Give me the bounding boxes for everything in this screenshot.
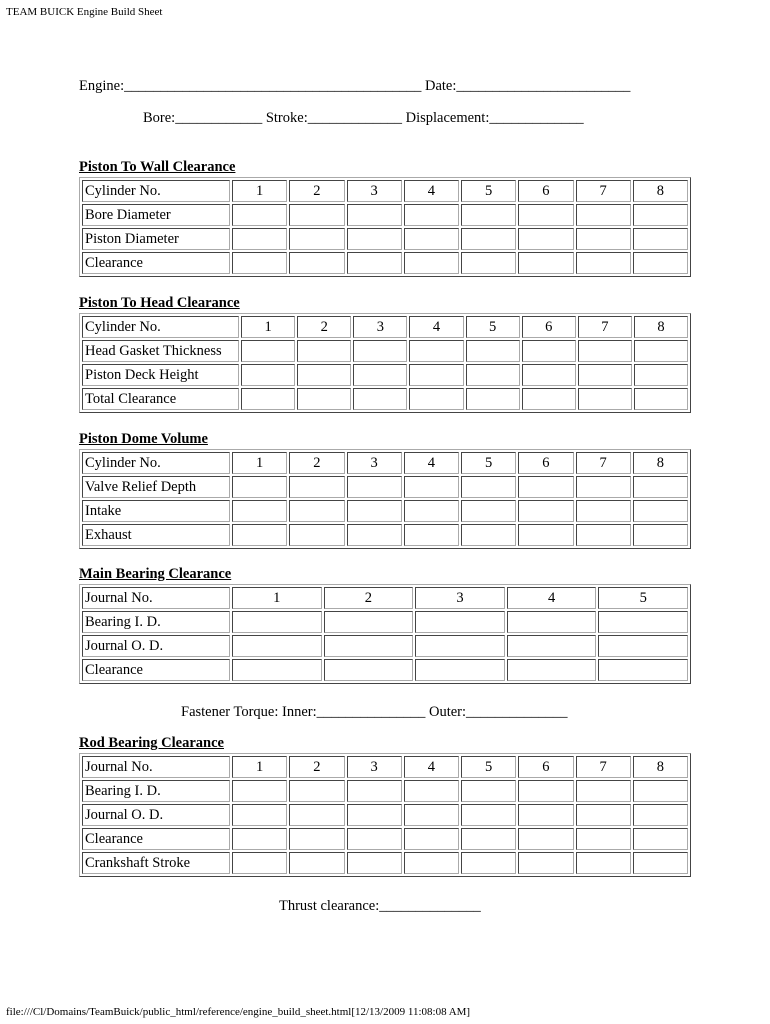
entry-cell[interactable]: [518, 524, 573, 546]
bore-stroke-displacement-line: Bore:____________ Stroke:_____________ Displacement:_____________: [143, 110, 584, 126]
column-number: 3: [347, 756, 402, 778]
table-row: [82, 659, 688, 681]
entry-cell[interactable]: [522, 388, 576, 410]
row-label: Cylinder No.: [82, 316, 239, 338]
entry-cell[interactable]: [518, 804, 573, 826]
entry-cell[interactable]: [347, 252, 402, 274]
row-label: Piston Deck Height: [82, 364, 239, 386]
entry-cell[interactable]: [518, 852, 573, 874]
entry-cell[interactable]: [576, 476, 631, 498]
column-number: 5: [461, 180, 516, 202]
piston-to-head-table: [79, 313, 691, 413]
column-number: 3: [415, 587, 505, 609]
row-label: Clearance: [82, 659, 230, 681]
column-number: 7: [576, 756, 631, 778]
column-number: 4: [507, 587, 597, 609]
entry-cell[interactable]: [404, 780, 459, 802]
entry-cell[interactable]: [633, 780, 688, 802]
entry-cell[interactable]: [289, 780, 344, 802]
entry-cell[interactable]: [633, 828, 688, 850]
entry-cell[interactable]: [347, 500, 402, 522]
column-number: 3: [347, 180, 402, 202]
row-label: Intake: [82, 500, 230, 522]
table-row: [82, 204, 688, 226]
entry-cell[interactable]: [633, 804, 688, 826]
entry-cell[interactable]: [404, 524, 459, 546]
row-label: Bearing I. D.: [82, 780, 230, 802]
column-number: 2: [289, 756, 344, 778]
column-number: 2: [324, 587, 414, 609]
entry-cell[interactable]: [576, 500, 631, 522]
table-row: [82, 852, 688, 874]
entry-cell[interactable]: [324, 635, 414, 657]
row-label: Piston Diameter: [82, 228, 230, 250]
entry-cell[interactable]: [578, 364, 632, 386]
entry-cell[interactable]: [576, 852, 631, 874]
entry-cell[interactable]: [466, 388, 520, 410]
page-header-title: TEAM BUICK Engine Build Sheet: [6, 6, 163, 18]
entry-cell[interactable]: [289, 828, 344, 850]
entry-cell[interactable]: [324, 611, 414, 633]
entry-cell[interactable]: [461, 828, 516, 850]
column-number: 5: [598, 587, 688, 609]
entry-cell[interactable]: [518, 228, 573, 250]
entry-cell[interactable]: [461, 780, 516, 802]
entry-cell[interactable]: [289, 252, 344, 274]
table-row: [82, 500, 688, 522]
row-label: Journal No.: [82, 587, 230, 609]
entry-cell[interactable]: [578, 388, 632, 410]
engine-date-line: Engine:_________________________________________ Date:________________________: [79, 78, 631, 94]
entry-cell[interactable]: [634, 340, 688, 362]
table-row: [82, 611, 688, 633]
entry-cell[interactable]: [518, 476, 573, 498]
entry-cell[interactable]: [404, 204, 459, 226]
section-title: Piston To Head Clearance: [79, 295, 240, 311]
entry-cell[interactable]: [289, 500, 344, 522]
entry-cell[interactable]: [507, 611, 597, 633]
row-label: Head Gasket Thickness: [82, 340, 239, 362]
row-label: Cylinder No.: [82, 452, 230, 474]
entry-cell[interactable]: [404, 476, 459, 498]
column-number: 7: [576, 180, 631, 202]
entry-cell[interactable]: [232, 635, 322, 657]
entry-cell[interactable]: [232, 500, 287, 522]
section-title: Piston To Wall Clearance: [79, 159, 236, 175]
entry-cell[interactable]: [576, 828, 631, 850]
column-number: 1: [232, 180, 287, 202]
entry-cell[interactable]: [232, 204, 287, 226]
column-number: 2: [289, 180, 344, 202]
entry-cell[interactable]: [289, 228, 344, 250]
entry-cell[interactable]: [578, 340, 632, 362]
entry-cell[interactable]: [576, 204, 631, 226]
column-number: 1: [232, 587, 322, 609]
entry-cell[interactable]: [466, 340, 520, 362]
column-number: 2: [289, 452, 344, 474]
entry-cell[interactable]: [289, 204, 344, 226]
fastener-torque-line: Fastener Torque: Inner:_______________ Outer:______________: [181, 704, 568, 720]
column-number: 8: [633, 180, 688, 202]
entry-cell[interactable]: [522, 364, 576, 386]
entry-cell[interactable]: [633, 852, 688, 874]
entry-cell[interactable]: [289, 476, 344, 498]
entry-cell[interactable]: [409, 340, 463, 362]
column-number: 4: [404, 180, 459, 202]
entry-cell[interactable]: [518, 500, 573, 522]
entry-cell[interactable]: [633, 252, 688, 274]
entry-cell[interactable]: [633, 500, 688, 522]
section-title: Main Bearing Clearance: [79, 566, 232, 582]
entry-cell[interactable]: [461, 228, 516, 250]
entry-cell[interactable]: [461, 500, 516, 522]
entry-cell[interactable]: [297, 340, 351, 362]
entry-cell[interactable]: [232, 228, 287, 250]
entry-cell[interactable]: [507, 659, 597, 681]
column-number: 8: [634, 316, 688, 338]
entry-cell[interactable]: [404, 804, 459, 826]
column-number: 7: [576, 452, 631, 474]
row-label: Bore Diameter: [82, 204, 230, 226]
entry-cell[interactable]: [634, 364, 688, 386]
header-row: [82, 587, 688, 609]
entry-cell[interactable]: [518, 252, 573, 274]
entry-cell[interactable]: [232, 780, 287, 802]
entry-cell[interactable]: [241, 364, 295, 386]
row-label: Journal O. D.: [82, 635, 230, 657]
entry-cell[interactable]: [347, 476, 402, 498]
column-number: 2: [297, 316, 351, 338]
row-label: Crankshaft Stroke: [82, 852, 230, 874]
table-row: [82, 388, 688, 410]
entry-cell[interactable]: [576, 228, 631, 250]
entry-cell[interactable]: [232, 611, 322, 633]
entry-cell[interactable]: [347, 852, 402, 874]
row-label: Clearance: [82, 828, 230, 850]
piston-dome-volume-table: [79, 449, 691, 549]
entry-cell[interactable]: [466, 364, 520, 386]
entry-cell[interactable]: [404, 252, 459, 274]
entry-cell[interactable]: [241, 340, 295, 362]
entry-cell[interactable]: [461, 476, 516, 498]
entry-cell[interactable]: [507, 635, 597, 657]
entry-cell[interactable]: [289, 524, 344, 546]
entry-cell[interactable]: [297, 388, 351, 410]
row-label: Bearing I. D.: [82, 611, 230, 633]
table-row: [82, 252, 688, 274]
entry-cell[interactable]: [347, 204, 402, 226]
entry-cell[interactable]: [576, 252, 631, 274]
entry-cell[interactable]: [347, 780, 402, 802]
entry-cell[interactable]: [461, 804, 516, 826]
entry-cell[interactable]: [347, 828, 402, 850]
column-number: 5: [461, 452, 516, 474]
entry-cell[interactable]: [518, 780, 573, 802]
entry-cell[interactable]: [633, 204, 688, 226]
entry-cell[interactable]: [576, 804, 631, 826]
entry-cell[interactable]: [347, 804, 402, 826]
entry-cell[interactable]: [598, 635, 688, 657]
column-number: 8: [633, 452, 688, 474]
table-row: [82, 228, 688, 250]
table-row: [82, 340, 688, 362]
entry-cell[interactable]: [461, 204, 516, 226]
table-row: [82, 780, 688, 802]
entry-cell[interactable]: [297, 364, 351, 386]
table-row: [82, 804, 688, 826]
table-row: [82, 635, 688, 657]
column-number: 6: [518, 452, 573, 474]
entry-cell[interactable]: [461, 852, 516, 874]
entry-cell[interactable]: [289, 852, 344, 874]
entry-cell[interactable]: [634, 388, 688, 410]
column-number: 5: [461, 756, 516, 778]
row-label: Journal No.: [82, 756, 230, 778]
entry-cell[interactable]: [576, 524, 631, 546]
entry-cell[interactable]: [633, 524, 688, 546]
header-row: [82, 756, 688, 778]
row-label: Journal O. D.: [82, 804, 230, 826]
row-label: Total Clearance: [82, 388, 239, 410]
column-number: 3: [353, 316, 407, 338]
table-row: [82, 476, 688, 498]
column-number: 7: [578, 316, 632, 338]
entry-cell[interactable]: [461, 524, 516, 546]
table-row: [82, 524, 688, 546]
row-label: Exhaust: [82, 524, 230, 546]
entry-cell[interactable]: [232, 252, 287, 274]
entry-cell[interactable]: [415, 635, 505, 657]
entry-cell[interactable]: [522, 340, 576, 362]
table-row: [82, 364, 688, 386]
entry-cell[interactable]: [241, 388, 295, 410]
header-row: [82, 316, 688, 338]
column-number: 5: [466, 316, 520, 338]
entry-cell[interactable]: [232, 524, 287, 546]
entry-cell[interactable]: [404, 828, 459, 850]
column-number: 3: [347, 452, 402, 474]
piston-to-wall-table: [79, 177, 691, 277]
rod-bearing-table: [79, 753, 691, 877]
thrust-clearance-line: Thrust clearance:______________: [279, 898, 481, 914]
table-row: [82, 828, 688, 850]
column-number: 6: [518, 756, 573, 778]
header-row: [82, 180, 688, 202]
entry-cell[interactable]: [518, 828, 573, 850]
entry-cell[interactable]: [598, 611, 688, 633]
row-label: Cylinder No.: [82, 180, 230, 202]
entry-cell[interactable]: [353, 340, 407, 362]
column-number: 1: [232, 756, 287, 778]
column-number: 6: [518, 180, 573, 202]
header-row: [82, 452, 688, 474]
entry-cell[interactable]: [404, 228, 459, 250]
entry-cell[interactable]: [232, 659, 322, 681]
entry-cell[interactable]: [347, 524, 402, 546]
entry-cell[interactable]: [404, 852, 459, 874]
entry-cell[interactable]: [232, 852, 287, 874]
entry-cell[interactable]: [633, 228, 688, 250]
column-number: 8: [633, 756, 688, 778]
column-number: 1: [241, 316, 295, 338]
section-title: Piston Dome Volume: [79, 431, 208, 447]
column-number: 4: [404, 756, 459, 778]
entry-cell[interactable]: [232, 828, 287, 850]
column-number: 4: [404, 452, 459, 474]
column-number: 4: [409, 316, 463, 338]
entry-cell[interactable]: [598, 659, 688, 681]
main-bearing-table: [79, 584, 691, 684]
entry-cell[interactable]: [409, 364, 463, 386]
entry-cell[interactable]: [347, 228, 402, 250]
entry-cell[interactable]: [353, 364, 407, 386]
entry-cell[interactable]: [232, 804, 287, 826]
entry-cell[interactable]: [633, 476, 688, 498]
section-title: Rod Bearing Clearance: [79, 735, 224, 751]
entry-cell[interactable]: [409, 388, 463, 410]
page-footer-url: file:///Cl/Domains/TeamBuick/public_html/reference/engine_build_sheet.html[12/13/2009 11:08:08 AM]: [6, 1006, 471, 1018]
entry-cell[interactable]: [324, 659, 414, 681]
entry-cell[interactable]: [289, 804, 344, 826]
entry-cell[interactable]: [415, 611, 505, 633]
column-number: 6: [522, 316, 576, 338]
row-label: Valve Relief Depth: [82, 476, 230, 498]
entry-cell[interactable]: [576, 780, 631, 802]
entry-cell[interactable]: [353, 388, 407, 410]
entry-cell[interactable]: [232, 476, 287, 498]
column-number: 1: [232, 452, 287, 474]
entry-cell[interactable]: [404, 500, 459, 522]
entry-cell[interactable]: [461, 252, 516, 274]
entry-cell[interactable]: [518, 204, 573, 226]
row-label: Clearance: [82, 252, 230, 274]
entry-cell[interactable]: [415, 659, 505, 681]
